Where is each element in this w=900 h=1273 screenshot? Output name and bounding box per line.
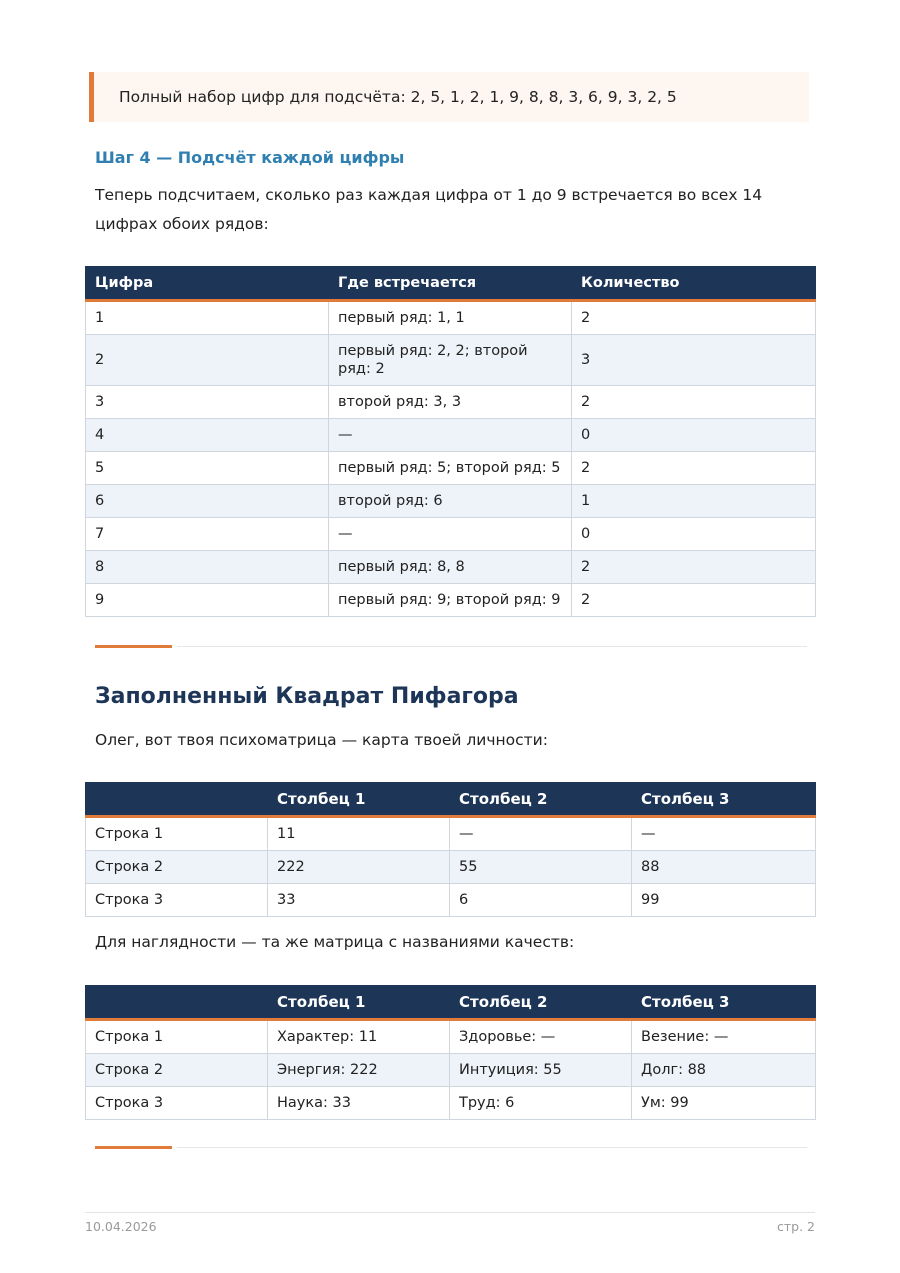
header-where: Где встречается [329,267,572,301]
square-intro: Олег, вот твоя психоматрица — карта твоей личности: [95,731,548,749]
cell-digit: 1 [86,301,329,335]
table-row [86,1020,816,1054]
quality-cell: Ум: 99 [632,1087,816,1120]
table-row [86,551,816,584]
header-column-2: Столбец 2 [450,986,632,1020]
header-corner [86,783,268,817]
quality-cell: Везение: — [632,1020,816,1054]
row-label: Строка 2 [86,851,268,884]
matrix-cell: — [632,817,816,851]
divider-accent [95,1146,172,1149]
matrix-cell: 88 [632,851,816,884]
cell-count: 0 [572,419,816,452]
cell-where: — [329,518,572,551]
cell-digit: 3 [86,386,329,419]
table-header-row [86,783,816,817]
digits-callout: Полный набор цифр для подсчёта: 2, 5, 1, 2, 1, 9, 8, 8, 3, 6, 9, 3, 2, 5 [89,72,809,122]
cell-count: 2 [572,551,816,584]
table-row [86,1087,816,1120]
header-column-2: Столбец 2 [450,783,632,817]
cell-count: 2 [572,452,816,485]
cell-where: второй ряд: 6 [329,485,572,518]
table-header-row [86,267,816,301]
quality-cell: Энергия: 222 [268,1054,450,1087]
quality-cell: Здоровье: — [450,1020,632,1054]
matrix-cell: 33 [268,884,450,917]
header-column-1: Столбец 1 [268,783,450,817]
header-digit: Цифра [86,267,329,301]
cell-digit: 2 [86,335,329,386]
digit-count-table [85,266,816,617]
row-label: Строка 1 [86,1020,268,1054]
cell-digit: 9 [86,584,329,617]
table-row [86,386,816,419]
cell-count: 2 [572,386,816,419]
cell-where: первый ряд: 2, 2; второй ряд: 2 [329,335,572,386]
table-row [86,851,816,884]
table-row [86,884,816,917]
step-4-intro: Теперь подсчитаем, сколько раз каждая цифра от 1 до 9 встречается во всех 14 цифрах обоих рядов: [95,186,763,233]
cell-where: первый ряд: 8, 8 [329,551,572,584]
step-4-heading: Шаг 4 — Подсчёт каждой цифры [95,148,405,167]
matrix-cell: — [450,817,632,851]
section-divider [95,645,807,648]
table-row [86,485,816,518]
table-row [86,452,816,485]
table-row [86,335,816,386]
cell-count: 1 [572,485,816,518]
table-row [86,817,816,851]
header-count: Количество [572,267,816,301]
cell-where: первый ряд: 5; второй ряд: 5 [329,452,572,485]
cell-digit: 8 [86,551,329,584]
row-label: Строка 3 [86,884,268,917]
row-label: Строка 3 [86,1087,268,1120]
qualities-table [85,985,816,1120]
cell-digit: 5 [86,452,329,485]
header-column-1: Столбец 1 [268,986,450,1020]
section-divider [95,1146,807,1149]
matrix-cell: 6 [450,884,632,917]
table-header-row [86,986,816,1020]
quality-cell: Долг: 88 [632,1054,816,1087]
footer-divider [85,1212,815,1213]
table-row [86,584,816,617]
matrix-cell: 11 [268,817,450,851]
quality-cell: Наука: 33 [268,1087,450,1120]
quality-cell: Характер: 11 [268,1020,450,1054]
cell-where: — [329,419,572,452]
matrix-cell: 99 [632,884,816,917]
quality-cell: Труд: 6 [450,1087,632,1120]
cell-where: первый ряд: 1, 1 [329,301,572,335]
divider-accent [95,645,172,648]
row-label: Строка 1 [86,817,268,851]
cell-count: 3 [572,335,816,386]
cell-count: 2 [572,584,816,617]
cell-digit: 7 [86,518,329,551]
cell-digit: 6 [86,485,329,518]
table-row [86,1054,816,1087]
cell-count: 2 [572,301,816,335]
matrix-cell: 55 [450,851,632,884]
row-label: Строка 2 [86,1054,268,1087]
cell-where: второй ряд: 3, 3 [329,386,572,419]
header-corner [86,986,268,1020]
divider-line [177,1147,807,1148]
page-number: стр. 2 [777,1219,815,1234]
table-row [86,301,816,335]
pythagoras-square-table [85,782,816,917]
square-heading: Заполненный Квадрат Пифагора [95,684,519,709]
header-column-3: Столбец 3 [632,986,816,1020]
cell-digit: 4 [86,419,329,452]
cell-where: первый ряд: 9; второй ряд: 9 [329,584,572,617]
qualities-intro: Для наглядности — та же матрица с названиями качеств: [95,933,575,951]
matrix-cell: 222 [268,851,450,884]
table-row [86,518,816,551]
divider-line [177,646,807,647]
quality-cell: Интуиция: 55 [450,1054,632,1087]
table-row [86,419,816,452]
header-column-3: Столбец 3 [632,783,816,817]
cell-count: 0 [572,518,816,551]
footer-date: 10.04.2026 [85,1219,157,1234]
